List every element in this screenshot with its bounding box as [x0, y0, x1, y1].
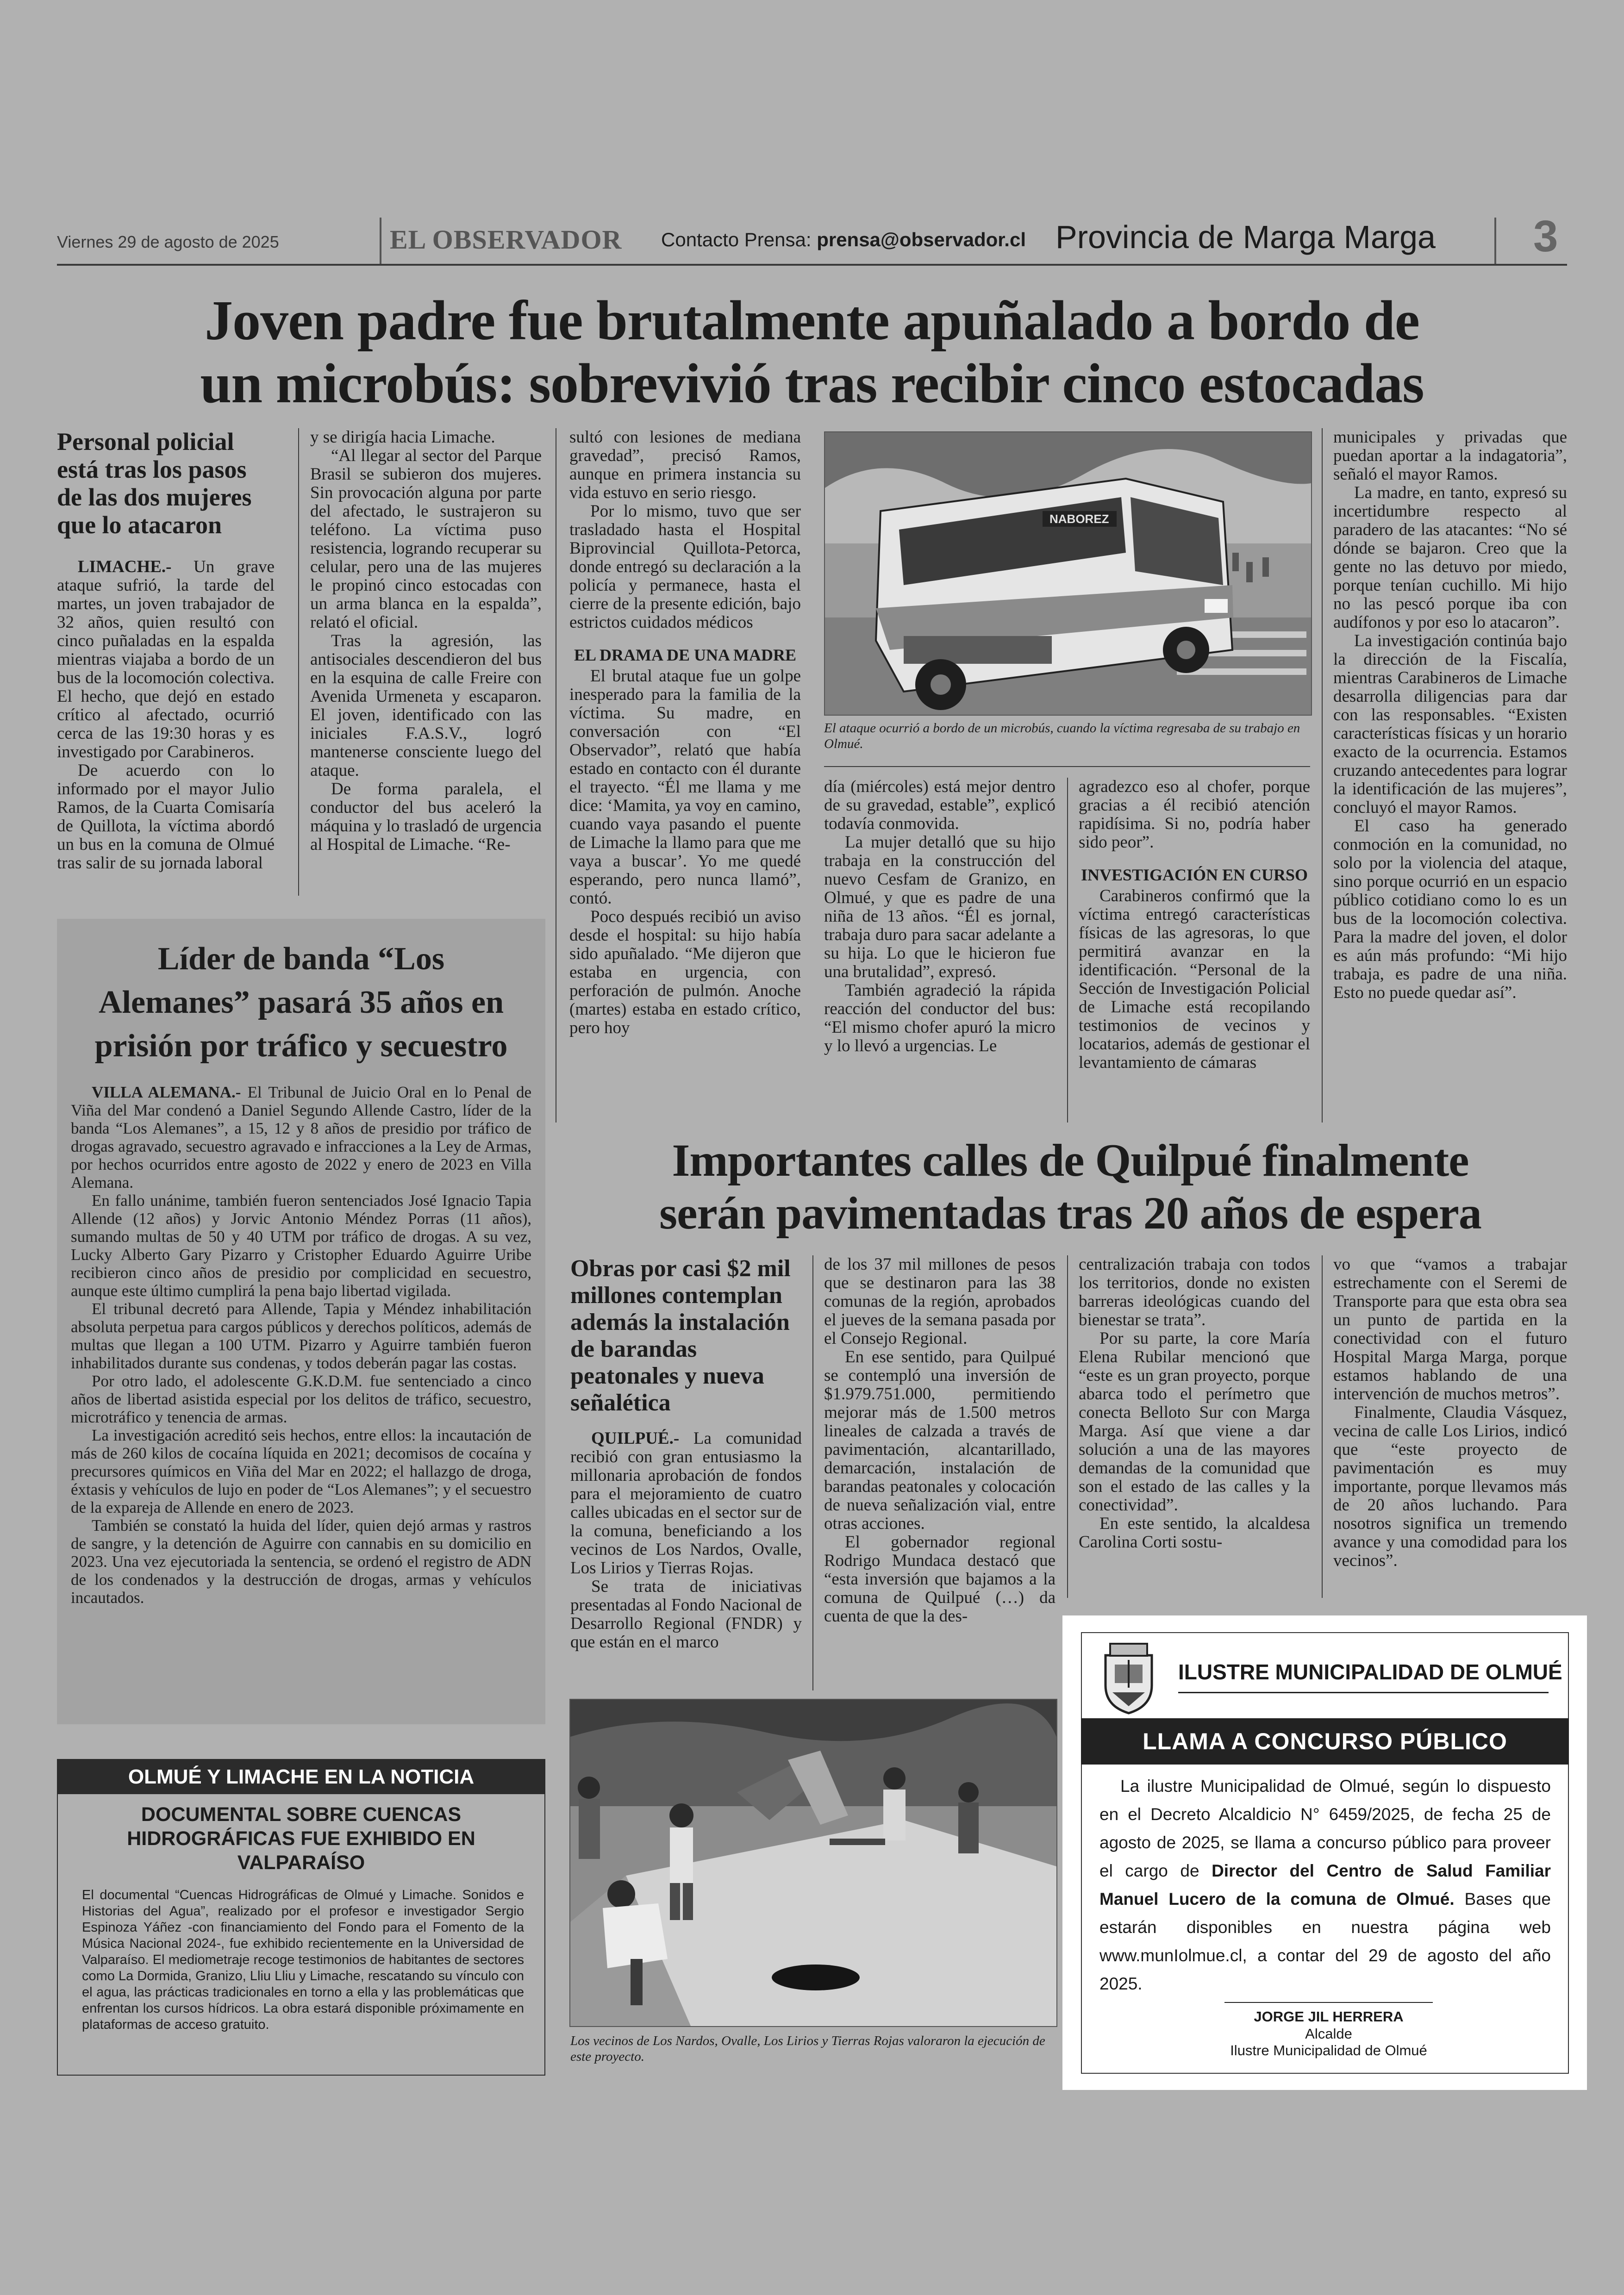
main-headline — [57, 289, 1567, 415]
banda-para-2: En fallo unánime, también fueron sentenciados José Ignacio Tapia Allende (12 años) y Jorvic Antonio Méndez Porras (11 años), sumando multas de 50 y 40 UTM por tráfico de drogas. A su vez, Lucky Alberto Gary Pizarro y Cristopher Eduardo Aguirre Uribe recibieron cinco años de presidio por complicidad en secuestro, aunque este último cumplirá la pena bajo libertad vigilada. — [71, 1191, 531, 1300]
quilpue-headline — [570, 1134, 1570, 1240]
bus-route-sign: NABOREZ — [1049, 512, 1109, 526]
ad-signature-line — [1224, 2002, 1433, 2003]
ad-banner: LLAMA A CONCURSO PÚBLICO — [1081, 1718, 1569, 1765]
main-col-3 — [569, 428, 801, 1037]
quilpue-col3-para-3: En este sentido, la alcaldesa Carolina Corti sostu- — [1079, 1514, 1310, 1552]
noticia-box — [57, 1759, 545, 2076]
noticia-banner: OLMUÉ Y LIMACHE EN LA NOTICIA — [58, 1760, 544, 1794]
ad-body-position: Director del Centro de Salud Familiar Manuel Lucero de la comuna de Olmué. — [1099, 1861, 1551, 1908]
paving-photo — [569, 1699, 1057, 2027]
quilpue-col2-para-3: El gobernador regional Rodrigo Mundaca destacó que “esta inversión que bajamos a la comuna de Quilpué (…) da cuenta de que la des- — [824, 1533, 1056, 1626]
quilpue-col1-para-1 — [570, 1429, 802, 1578]
quilpue-col3-para-1: centralización trabaja con todos los territorios, donde no existen barreras ideológicas cuando del bienestar se trata”. — [1079, 1255, 1310, 1329]
ad-coat-of-arms-icon — [1099, 1641, 1159, 1715]
ad-signer-name: JORGE JIL HERRERA — [1254, 2008, 1404, 2025]
quilpue-col1-text-1: La comunidad recibió con gran entusiasmo la millonaria aprobación de fondos para el mejoramiento de cuatro calles ubicadas en el sector sur de la comuna, beneficiando a los vecinos de Los Nardos, Ovalle, Los Lirios y Tierras Rojas. — [570, 1429, 802, 1578]
quilpue-col-rule-2 — [1067, 1255, 1068, 1598]
ad-signature — [1132, 2008, 1525, 2059]
bus-illustration — [825, 432, 1311, 715]
main-col4-para-1: día (miércoles) está mejor dentro de su gravedad, estable”, explicó todavía conmovida. — [824, 777, 1056, 833]
main-col3-para-2: Por lo mismo, tuvo que ser trasladado hasta el Hospital Biprovincial Quillota-Petorca, donde entregó su declaración a la policía y permanece, hasta el cierre de la presente edición, bajo estrictos cuidados médicos — [569, 502, 801, 632]
ad-organization: ILUSTRE MUNICIPALIDAD DE OLMUÉ — [1178, 1660, 1562, 1684]
banda-headline: Líder de banda “Los Alemanes” pasará 35 años en prisión por tráfico y secuestro — [94, 941, 508, 1064]
bus-photo — [824, 431, 1312, 716]
ad-signer-org: Ilustre Municipalidad de Olmué — [1230, 2042, 1427, 2058]
ad-box — [1062, 1615, 1587, 2090]
main-subhead-investigacion: INVESTIGACIÓN EN CURSO — [1081, 866, 1308, 884]
banda-text-1: El Tribunal de Juicio Oral en lo Penal de Viña del Mar condenó a Daniel Segundo Allende Castro, líder de la banda “Los Alemanes”, a 15, 12 y 8 años de presidio por tráfico de drogas agravado, secuestro agravado e infracciones a la Ley de Armas, por hechos ocurridos entre agosto de 2022 y enero de 2023 en Villa Alemana. — [71, 1083, 532, 1191]
main-col4-para-2: La mujer detalló que su hijo trabaja en la construcción del nuevo Cesfam de Granizo, en Olmué, y que es padre de una niña de 13 años. “Él es jornal, trabaja duro para sacar adelante a su hija. Lo que le hicieron fue una brutalidad”, expresó. — [824, 833, 1056, 981]
ad-body-text-1: La ilustre Municipalidad de Olmué, según lo dispuesto en el Decreto Alcaldicio N° 6459/2025, de fecha 25 de agosto de 2025, se llama a concurso público para proveer el cargo de — [1099, 1777, 1551, 1880]
ad-body-text-2: Bases que estarán disponibles en nuestra página web www.munIolmue.cl, a contar del 29 de agosto del año 2025. — [1099, 1890, 1551, 1993]
main-col-rule-4 — [1322, 428, 1323, 1123]
quilpue-col-3 — [1079, 1255, 1310, 1552]
main-col1-para-2: De acuerdo con lo informado por el mayor Julio Ramos, de la Cuarta Comisaría de Quillota, la víctima abordó un bus en la comuna de Olmué tras salir de su jornada laboral — [57, 761, 275, 873]
quilpue-col2-para-1: de los 37 mil millones de pesos que se destinaron para las 38 comunas de la región, aprobados el jueves de la semana pasada por el Consejo Regional. — [824, 1255, 1056, 1348]
header-paper-name: EL OBSERVADOR — [390, 225, 622, 255]
main-headline-line-2: un microbús: sobrevivió tras recibir cinco estocadas — [200, 352, 1424, 415]
main-col3-para-4: Poco después recibió un aviso desde el hospital: su hijo había sido apuñalado. “Me dijeron que estaba en urgencia, con perforación de pulmón. Anoche (martes) estaba en estado crítico, pero hoy — [569, 907, 801, 1037]
noticia-headline: DOCUMENTAL SOBRE CUENCAS HIDROGRÁFICAS FUE EXHIBIDO EN VALPARAÍSO — [127, 1803, 475, 1874]
header-divider — [380, 218, 381, 264]
quilpue-col-1 — [570, 1429, 802, 1652]
header-section: Provincia de Marga Marga — [1056, 219, 1436, 255]
quilpue-col-rule-3 — [1322, 1255, 1323, 1598]
main-deck: Personal policial está tras los pasos de las dos mujeres que lo atacaron — [57, 428, 252, 539]
main-col4-para-3: También agradeció la rápida reacción del conductor del bus: “El mismo chofer apuró la micro y lo llevó a urgencias. Le — [824, 981, 1056, 1055]
banda-lead: VILLA ALEMANA.- — [92, 1083, 241, 1101]
main-col3-para-3: El brutal ataque fue un golpe inesperado para la familia de la víctima. Su madre, en conversación con “El Observador”, relató que había estado en contacto con él durante el trayecto. “Él me llama y me dice: ‘Mamita, ya voy en camino, cuando vaya pasando el puente de Limache la llamo para que me vaya a buscar’. Yo me quedé esperando, pero nunca llamó”, contó. — [569, 667, 801, 908]
main-col-rule-3 — [1067, 778, 1068, 1123]
header-contact-email[interactable]: prensa@observador.cl — [817, 229, 1026, 250]
quilpue-headline-line-2: serán pavimentadas tras 20 años de espera — [659, 1187, 1481, 1239]
main-col2-para-4: De forma paralela, el conductor del bus aceleró la máquina y lo trasladó de urgencia al Hospital de Limache. “Re- — [310, 780, 542, 854]
header-page-number: 3 — [1533, 212, 1558, 261]
main-col-5 — [1079, 778, 1310, 1072]
main-col6-para-1: municipales y privadas que puedan aportar a la indagatoria”, señaló el mayor Ramos. — [1333, 428, 1567, 484]
main-photo-rule — [824, 766, 1310, 767]
header-rule — [57, 264, 1567, 266]
main-col-1 — [57, 558, 275, 873]
main-col6-para-2: La madre, en tanto, expresó su incertidumbre respecto al paradero de las atacantes: “No sé dónde se bajaron. Creo que la gente no las detuvo por miedo, porque tenían cuchillo. Mi hijo no las pescó porque iba con audífonos y por eso lo atacaron”. — [1333, 483, 1567, 632]
main-subhead-drama: EL DRAMA DE UNA MADRE — [574, 646, 797, 664]
banda-para-3: El tribunal decretó para Allende, Tapia y Méndez inhabilitación absoluta perpetua para cargos públicos y derechos políticos, además de multas que llegan a 100 UTM. Pizarro y Aguirre también fueron inhabilitados durante sus condenas, y todos deberán pagar las costas. — [71, 1300, 531, 1372]
quilpue-lead: QUILPUÉ.- — [591, 1429, 680, 1448]
main-col1-text-1: Un grave ataque sufrió, la tarde del martes, un joven trabajador de 32 años, quien resultó con cinco puñaladas en la espalda mientras viajaba a bordo de un bus de la locomoción colectiva. El hecho, que dejó en estado crítico al afectado, ocurrió cerca de las 19:30 horas y es investigado por Carabineros. — [57, 557, 275, 761]
main-col-6 — [1333, 428, 1567, 1002]
quilpue-col-2 — [824, 1255, 1056, 1626]
main-headline-line-1: Joven padre fue brutalmente apuñalado a bordo de — [205, 289, 1419, 352]
quilpue-col2-para-2: En ese sentido, para Quilpué se contempló una inversión de $1.979.751.000, permitiendo mejorar más de 1.500 metros lineales de calzada a través de pavimentación, alcantarillado, demarcación, instalación de barandas peatonales y colocación de nueva señalización vial, entre otras acciones. — [824, 1347, 1056, 1533]
header-contact — [661, 229, 1026, 251]
quilpue-col4-para-1: vo que “vamos a trabajar estrechamente con el Seremi de Transporte para que esta obra sea un punto de partida en la conectividad con el futuro Hospital Marga Marga, porque estamos hablando de una intervención de muchos metros”. — [1333, 1255, 1567, 1403]
quilpue-headline-line-1: Importantes calles de Quilpué finalmente — [672, 1135, 1469, 1186]
quilpue-col4-para-2: Finalmente, Claudia Vásquez, vecina de calle Los Lirios, indicó que “este proyecto de pavimentación es muy importante, porque llevamos más de 20 años luchando. Para nosotros significa un tremendo avance y una comodidad para los vecinos”. — [1333, 1403, 1567, 1570]
paving-illustration — [570, 1700, 1056, 2026]
main-col5-para-1: agradezco eso al chofer, porque gracias a él recibió atención rapidísima. Si no, podría haber sido peor”. — [1079, 777, 1310, 852]
quilpue-col-rule-1 — [812, 1255, 813, 1690]
header-date: Viernes 29 de agosto de 2025 — [57, 232, 279, 251]
banda-body — [71, 1083, 531, 1607]
quilpue-col-4 — [1333, 1255, 1567, 1570]
main-col2-para-1: y se dirigía hacia Limache. — [310, 428, 495, 447]
quilpue-col3-para-2: Por su parte, la core María Elena Rubilar mencionó que “este es un gran proyecto, porque abarca todo el perímetro que conecta Belloto Sur con Marga Marga. Así que viene a dar solución a una de las mayores demandas de la comunidad que son el estado de las calles y la conectividad”. — [1079, 1329, 1310, 1515]
main-col3-para-1: sultó con lesiones de mediana gravedad”, precisó Ramos, aunque en primera instancia su vida estuvo en serio riesgo. — [569, 428, 801, 502]
banda-para-4: Por otro lado, el adolescente G.K.D.M. fue sentenciado a cinco años de libertad asistida especial por los delitos de tráfico, secuestro, microtráfico y tenencia de armas. — [71, 1372, 531, 1426]
main-col-2 — [310, 428, 542, 854]
header-contact-label: Contacto Prensa: — [661, 229, 812, 250]
main-col2-para-3: Tras la agresión, las antisociales descendieron del bus en la esquina de calle Freire con Avenida Urmeneta y escaparon. El joven, identificado con las iniciales F.A.S.V., logró mantenerse consciente luego del ataque. — [310, 631, 542, 780]
bus-photo-caption: El ataque ocurrió a bordo de un microbús, cuando la víctima regresaba de su trabajo en Olmué. — [824, 721, 1300, 751]
banda-box — [57, 919, 545, 1724]
banda-para-6: También se constató la huida del líder, quien dejó armas y rastros de sangre, y la detención de Aguirre con cannabis en su domicilio en 2023. Una vez ejecutoriada la sentencia, se ordenó el registro de ADN de los condenados y la destrucción de drogas, armas y vehículos incautados. — [71, 1516, 531, 1607]
noticia-body: El documental “Cuencas Hidrográficas de Olmué y Limache. Sonidos e Historias del Agua”, realizado por el profesor e investigador Sergio Espinoza Yáñez -con financiamiento del Fondo para el Fomento de la Música Nacional 2024-, fue exhibido recientemente en la Universidad de Valparaíso. El mediometraje recoge testimonios de habitantes de sectores como La Dormida, Granizo, Lliu Lliu y Limache, rescatando su vínculo con el agua, las prácticas tradicionales en torno a ella y las problemáticas que enfrentan los cursos hídricos. La obra estará disponible próximamente en plataformas de acceso gratuito. — [82, 1888, 524, 2032]
main-col5-para-2: Carabineros confirmó que la víctima entregó características físicas de las agresoras, lo que permitirá avanzar en la identificación. “Personal de la Sección de Investigación Policial de Limache está recopilando testimonios de vecinos y locatarios, además de gestionar el levantamiento de cámaras — [1079, 886, 1310, 1072]
banda-para-5: La investigación acreditó seis hechos, entre ellos: la incautación de más de 260 kilos de cocaína líquida en 2021; decomisos de cocaína y precursores químicos en Viña del Mar en 2022; el hallazgo de droga, éxtasis y vehículos de lujo en poder de “Los Alemanes”; y el secuestro de la expareja de Allende en enero de 2023. — [71, 1426, 531, 1516]
header-divider-2 — [1494, 218, 1496, 264]
main-col6-para-4: El caso ha generado conmoción en la comunidad, no solo por la violencia del ataque, sino porque ocurrió en un espacio público cotidiano como lo es un bus de la locomoción colectiva. Para la madre del joven, el dolor es aún más profundo: “Mi hijo trabaja, es padre de una niña. Esto no puede quedar así”. — [1333, 817, 1567, 1002]
ad-body — [1099, 1772, 1551, 1998]
main-col-rule-1 — [298, 428, 299, 896]
main-lead: LIMACHE.- — [78, 557, 172, 576]
banda-para-1 — [71, 1083, 531, 1191]
quilpue-deck: Obras por casi $2 mil millones contemplan además la instalación de barandas peatonales y nueva señalética — [570, 1255, 791, 1416]
quilpue-col1-para-2: Se trata de iniciativas presentadas al Fondo Nacional de Desarrollo Regional (FNDR) y que están en el marco — [570, 1577, 802, 1652]
main-col2-para-2: “Al llegar al sector del Parque Brasil se subieron dos mujeres. Sin provocación alguna por parte del afectado, le sustrajeron su teléfono. La víctima puso resistencia, logrando recuperar su celular, pero una de las mujeres le propinó cinco estocadas con un arma blanca en la espalda”, relató el oficial. — [310, 446, 542, 632]
paving-photo-caption: Los vecinos de Los Nardos, Ovalle, Los Lirios y Tierras Rojas valoraron la ejecución de este proyecto. — [570, 2033, 1045, 2064]
ad-header-rule — [1178, 1692, 1549, 1693]
main-col-4 — [824, 778, 1056, 1055]
main-col6-para-3: La investigación continúa bajo la dirección de la Fiscalía, mientras Carabineros de Limache desarrolla diligencias para dar con las responsables. “Existen características físicas y un horario exacto de la ocurrencia. Estamos cruzando antecedentes para lograr la identificación de las mujeres”, concluyó el mayor Ramos. — [1333, 631, 1567, 817]
main-col1-para-1 — [57, 558, 275, 761]
ad-signer-title: Alcalde — [1305, 2026, 1352, 2042]
